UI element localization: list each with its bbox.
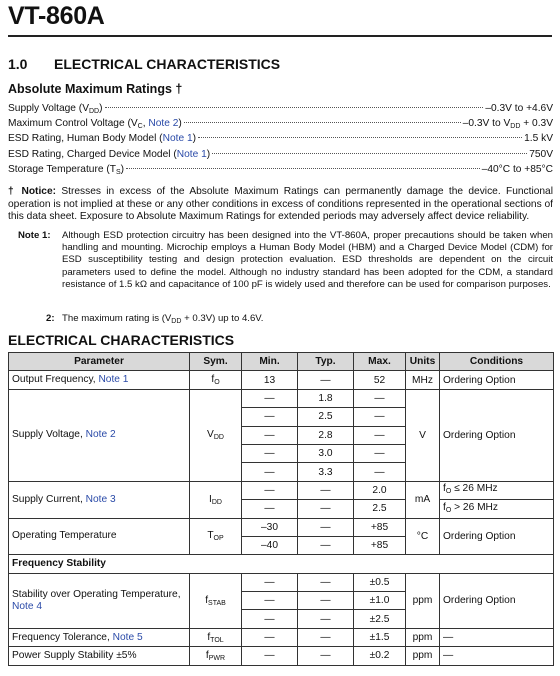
conditions-cell: Ordering Option <box>440 389 554 481</box>
min-cell: — <box>242 389 298 407</box>
typ-cell: — <box>298 647 354 665</box>
note-1-text: Although ESD protection circuitry has been designed into the VT-860A, proper precautions should be taken when handling and mounting. Microchip employs a Human Body Model (HBM) and a Charged Device Model (CDM) for ESD susceptibility testing and design protection evaluation. ESD thresholds are dependent on the circuit parameters used to define the model. Although no industry standard has been adopted for the CDM, a standard resistance of 1.5 kΩ and capacitance of 100 pF is widely used and therefore can be used for comparison purposes. <box>62 230 553 290</box>
amr-value: 1.5 kV <box>524 133 553 145</box>
table-row-stability <box>9 573 554 591</box>
amr-row-esd-hbm <box>8 133 553 148</box>
max-cell: ±0.2 <box>354 647 406 665</box>
max-cell: — <box>354 408 406 426</box>
param-cell: Operating Temperature <box>9 518 190 555</box>
min-cell: — <box>242 647 298 665</box>
min-cell: — <box>242 573 298 591</box>
typ-cell: 3.3 <box>298 463 354 481</box>
min-cell: — <box>242 592 298 610</box>
dot-leader <box>212 153 527 154</box>
param-cell: Supply Voltage, Note 2 <box>9 389 190 481</box>
section-title: ELECTRICAL CHARACTERISTICS <box>54 56 281 72</box>
sym-cell: $I_{DD}$ <box>190 481 242 518</box>
max-cell: ±2.5 <box>354 610 406 628</box>
min-cell: — <box>242 444 298 462</box>
typ-cell: — <box>298 610 354 628</box>
param-cell: Stability over Operating Temperature, Note 4 <box>9 573 190 628</box>
section-number: 1.0 <box>8 56 28 72</box>
typ-cell: 2.5 <box>298 408 354 426</box>
note-1-label: Note 1: <box>18 230 51 241</box>
sym-cell: $f_O$ <box>190 371 242 389</box>
document-title: VT-860A <box>8 2 105 30</box>
amr-label: Maximum Control Voltage ($V_C$, Note 2) <box>8 118 182 131</box>
typ-cell: — <box>298 518 354 536</box>
sym-cell: $f_{TOL}$ <box>190 628 242 646</box>
col-header-units: Units <box>406 353 440 371</box>
title-rule <box>8 35 552 37</box>
min-cell: –30 <box>242 518 298 536</box>
sym-cell: $f_{STAB}$ <box>190 573 242 628</box>
note-link[interactable]: Note 1 <box>162 133 193 145</box>
min-cell: — <box>242 500 298 518</box>
min-cell: — <box>242 610 298 628</box>
max-cell: — <box>354 426 406 444</box>
table-row-power-supply-stability <box>9 647 554 665</box>
min-cell: — <box>242 408 298 426</box>
amr-value: –0.3V to +4.6V <box>485 103 553 114</box>
amr-value: –0.3V to $V_{DD} + 0.3V$ <box>462 118 553 131</box>
max-cell: — <box>354 444 406 462</box>
param-cell: Frequency Tolerance, Note 5 <box>9 628 190 646</box>
col-header-min: Min. <box>242 353 298 371</box>
note-link[interactable]: Note 3 <box>85 493 116 505</box>
amr-row-supply-voltage <box>8 103 553 118</box>
max-cell: ±1.5 <box>354 628 406 646</box>
typ-cell: 2.8 <box>298 426 354 444</box>
min-cell: — <box>242 463 298 481</box>
section-cell: Frequency Stability <box>9 555 554 573</box>
conditions-cell: $f_O \le 26$ MHz <box>440 481 554 499</box>
ec-table-heading: ELECTRICAL CHARACTERISTICS <box>8 332 235 348</box>
units-cell: MHz <box>406 371 440 389</box>
units-cell: ppm <box>406 647 440 665</box>
dot-leader <box>184 122 461 123</box>
max-cell: 52 <box>354 371 406 389</box>
min-cell: — <box>242 426 298 444</box>
typ-cell: — <box>298 371 354 389</box>
amr-row-max-control-voltage <box>8 118 553 133</box>
sym-cell: $T_{OP}$ <box>190 518 242 555</box>
col-header-parameter: Parameter <box>9 353 190 371</box>
table-row-supply-voltage <box>9 389 554 407</box>
units-cell: mA <box>406 481 440 518</box>
units-cell: °C <box>406 518 440 555</box>
conditions-cell: — <box>440 628 554 646</box>
typ-cell: — <box>298 500 354 518</box>
note-2-text: The maximum rating is $(V_{DD} + 0.3V)$ up to 4.6V. <box>62 313 264 325</box>
dot-leader <box>105 107 484 108</box>
amr-value: –40°C to +85°C <box>481 163 553 175</box>
note-link[interactable]: Note 5 <box>112 631 143 643</box>
sym-cell: $V_{DD}$ <box>190 389 242 481</box>
max-cell: 2.5 <box>354 500 406 518</box>
dot-leader <box>126 168 480 169</box>
conditions-cell: Ordering Option <box>440 518 554 555</box>
notice-label: † Notice: <box>8 186 57 197</box>
amr-label: Supply Voltage $(V_{DD})$ <box>8 103 103 115</box>
param-cell: Supply Current, Note 3 <box>9 481 190 518</box>
notice-text: Stresses in excess of the Absolute Maximum Ratings can permanently damage the device. Functional operation is not implied at these or any other conditions in excess of conditions represented in the operational sections of this data sheet. Exposure to Absolute Maximum Ratings for extended periods may adversely affect device reliability. <box>8 186 553 223</box>
col-header-sym: Sym. <box>190 353 242 371</box>
table-header-row <box>9 353 554 371</box>
param-cell: Output Frequency, Note 1 <box>9 371 190 389</box>
min-cell: –40 <box>242 536 298 554</box>
table-row-supply-current <box>9 481 554 499</box>
min-cell: 13 <box>242 371 298 389</box>
note-2-label: 2: <box>46 313 55 324</box>
typ-cell: — <box>298 481 354 499</box>
electrical-characteristics-table <box>8 352 554 666</box>
amr-row-storage-temp <box>8 164 553 179</box>
amr-row-esd-cdm <box>8 149 553 164</box>
typ-cell: — <box>298 592 354 610</box>
section-heading <box>8 56 280 72</box>
min-cell: — <box>242 628 298 646</box>
note-link[interactable]: Note 2 <box>148 118 179 130</box>
table-row-output-frequency <box>9 371 554 389</box>
note-link[interactable]: Note 4 <box>12 600 43 612</box>
units-cell: V <box>406 389 440 481</box>
param-cell: Power Supply Stability ±5% <box>9 647 190 665</box>
notice-paragraph <box>8 186 553 224</box>
typ-cell: — <box>298 536 354 554</box>
units-cell: ppm <box>406 573 440 628</box>
conditions-cell: Ordering Option <box>440 573 554 628</box>
table-row-section-frequency-stability <box>9 555 554 573</box>
amr-label: Storage Temperature $(T_S)$ <box>8 163 125 176</box>
col-header-conditions: Conditions <box>440 353 554 371</box>
amr-label: ESD Rating, Charged Device Model (Note 1) <box>8 148 211 160</box>
typ-cell: 3.0 <box>298 444 354 462</box>
note-link[interactable]: Note 1 <box>176 148 207 160</box>
amr-list <box>8 103 553 179</box>
amr-value: 750V <box>529 148 553 160</box>
typ-cell: — <box>298 628 354 646</box>
conditions-cell: Ordering Option <box>440 371 554 389</box>
table-row-frequency-tolerance <box>9 628 554 646</box>
max-cell: 2.0 <box>354 481 406 499</box>
note-1 <box>18 230 553 291</box>
max-cell: ±0.5 <box>354 573 406 591</box>
min-cell: — <box>242 481 298 499</box>
max-cell: +85 <box>354 536 406 554</box>
typ-cell: 1.8 <box>298 389 354 407</box>
amr-heading: Absolute Maximum Ratings † <box>8 82 183 96</box>
max-cell: ±1.0 <box>354 592 406 610</box>
sym-cell: $f_{PWR}$ <box>190 647 242 665</box>
conditions-cell: — <box>440 647 554 665</box>
amr-label: ESD Rating, Human Body Model (Note 1) <box>8 133 197 145</box>
max-cell: +85 <box>354 518 406 536</box>
conditions-cell: $f_O > 26$ MHz <box>440 500 554 518</box>
table-row-operating-temperature <box>9 518 554 536</box>
note-link[interactable]: Note 2 <box>85 429 116 441</box>
dot-leader <box>198 137 522 138</box>
max-cell: — <box>354 389 406 407</box>
col-header-typ: Typ. <box>298 353 354 371</box>
note-2 <box>46 313 263 325</box>
units-cell: ppm <box>406 628 440 646</box>
note-link[interactable]: Note 1 <box>98 374 129 386</box>
max-cell: — <box>354 463 406 481</box>
col-header-max: Max. <box>354 353 406 371</box>
typ-cell: — <box>298 573 354 591</box>
